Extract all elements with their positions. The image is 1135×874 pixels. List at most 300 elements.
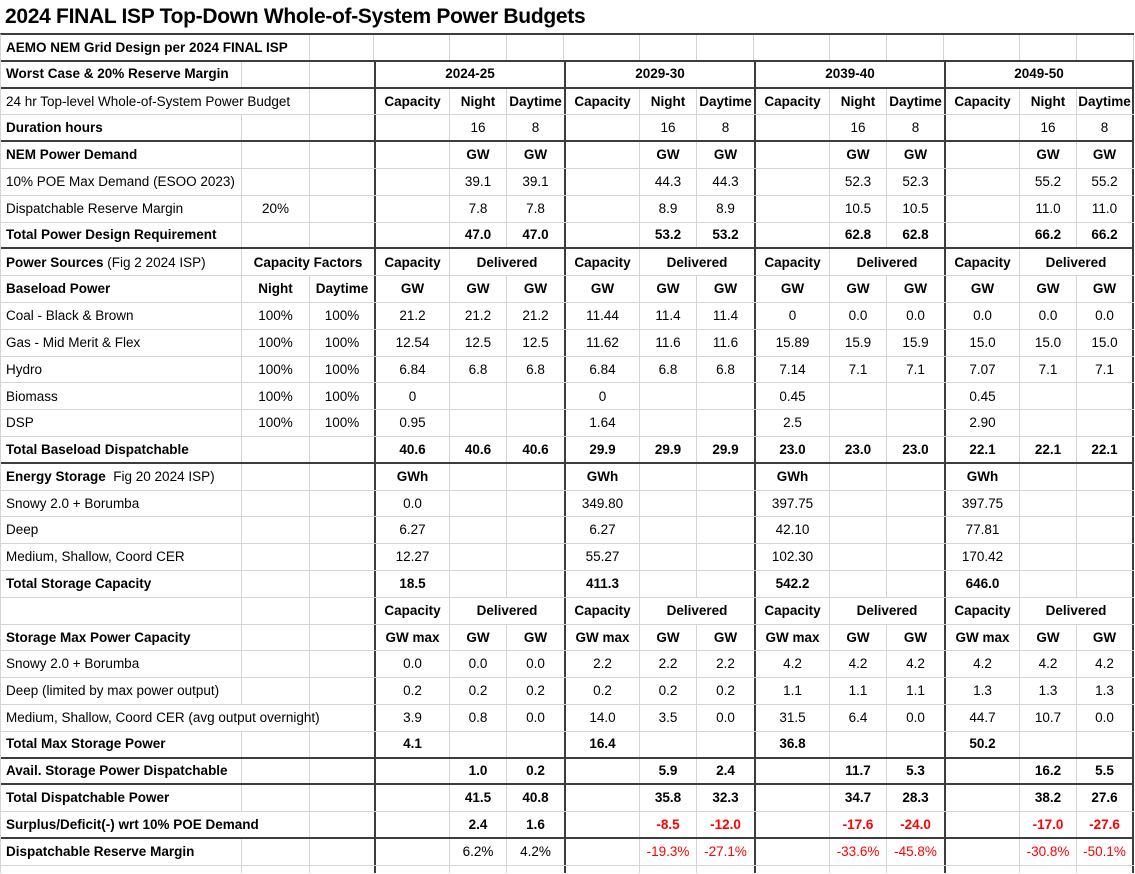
cell-hydro-c11[interactable]: 7.1 [906,361,925,377]
cell-empty[interactable] [830,464,887,490]
cell-gas-c7[interactable]: 11.6 [640,330,697,356]
cell-dispatchable-reserve-margin-input-c5[interactable]: 7.8 [526,200,545,216]
cell-avail-storage-power-c5[interactable]: 0.2 [526,763,545,779]
cell-coal-c0[interactable]: Coal - Black & Brown [1,303,242,329]
cell-empty[interactable] [640,464,697,490]
cell-poe-max-demand-c0[interactable]: 10% POE Max Demand (ESOO 2023) [1,169,242,195]
cell-empty[interactable] [374,839,450,865]
cell-empty[interactable] [310,839,374,865]
cell-empty[interactable] [944,35,1020,60]
cell-surplus-deficit-c14[interactable]: -27.6 [1077,812,1134,837]
cell-dispatchable-reserve-margin-result-c14[interactable]: -50.1% [1077,839,1134,865]
cell-gas-c13[interactable]: 15.0 [1020,330,1077,356]
cell-maxpower-medium-shallow-cer-c7[interactable]: 3.5 [640,705,697,731]
cell-power-sources-header-c10[interactable]: Delivered [856,254,918,270]
cell-empty[interactable] [507,517,564,543]
cell-empty[interactable] [697,35,754,60]
cell-empty[interactable] [754,785,830,811]
cell-dispatchable-reserve-margin-result-c11[interactable]: -45.8% [894,844,937,860]
cell-empty[interactable] [507,383,564,409]
cell-storage-max-power-header-c4[interactable]: GW [450,625,507,651]
cell-empty[interactable] [242,464,310,490]
cell-poe-max-demand-c7[interactable]: 44.3 [640,169,697,195]
cell-empty[interactable] [564,169,640,195]
cell-baseload-power-header-c0[interactable]: Baseload Power [1,276,242,302]
cell-empty[interactable] [242,678,310,704]
cell-maxpower-deep-c0[interactable]: Deep (limited by max power output) [1,678,242,704]
cell-empty[interactable] [507,491,564,517]
cell-empty[interactable] [830,383,887,409]
cell-empty[interactable] [310,115,374,140]
cell-maxpower-medium-shallow-cer-c12[interactable]: 44.7 [944,705,1020,731]
cell-empty[interactable] [242,169,310,195]
cell-power-sources-header-c9[interactable]: Capacity [754,249,830,275]
cell-storage-max-power-header-c12[interactable]: GW max [944,625,1020,651]
cell-column-headers-c12[interactable]: Capacity [944,89,1020,115]
cell-empty[interactable] [450,491,507,517]
cell-gas-c6[interactable]: 11.62 [564,330,640,356]
cell-coal-c8[interactable]: 11.4 [712,308,739,324]
cell-empty[interactable] [242,115,310,140]
cell-dsp-c6[interactable]: 1.64 [564,410,640,436]
cell-storage-deep-c0[interactable]: Deep [1,517,242,543]
cell-baseload-power-header-c10[interactable]: GW [830,276,887,302]
cell-maxpower-medium-shallow-cer-c13[interactable]: 10.7 [1020,705,1077,731]
cell-total-baseload-dispatchable-c0[interactable]: Total Baseload Dispatchable [1,437,242,462]
cell-empty[interactable] [310,464,374,490]
cell-empty[interactable] [640,517,697,543]
cell-empty[interactable] [242,544,310,570]
cell-empty[interactable] [697,491,754,517]
cell-maxpower-deep-c14[interactable]: 1.3 [1077,678,1134,704]
cell-total-power-design-requirement-c14[interactable]: 66.2 [1077,223,1134,248]
cell-total-baseload-dispatchable-c5[interactable]: 40.6 [522,441,549,457]
cell-empty[interactable] [640,410,697,436]
cell-power-sources-header-c13[interactable]: Delivered [1020,249,1134,275]
cell-empty[interactable] [1077,410,1134,436]
cell-gas-c5[interactable]: 12.5 [522,334,549,350]
cell-empty[interactable] [450,571,507,597]
cell-capacity-delivered-header-c4[interactable]: Delivered [476,602,538,618]
cell-maxpower-snowy-borumba-c6[interactable]: 2.2 [564,651,640,677]
cell-empty[interactable] [1077,571,1134,597]
cell-empty[interactable] [830,35,887,60]
cell-empty[interactable] [374,223,450,248]
cell-coal-c10[interactable]: 0.0 [830,303,887,329]
cell-scenario-years-c0[interactable]: Worst Case & 20% Reserve Margin [1,62,242,87]
cell-surplus-deficit-c7[interactable]: -8.5 [640,812,697,837]
cell-capacity-delivered-header-c13[interactable]: Delivered [1020,598,1134,624]
cell-empty[interactable] [944,759,1020,784]
cell-nem-power-demand-c4[interactable]: GW [450,142,507,168]
cell-empty[interactable] [242,651,310,677]
cell-coal-c6[interactable]: 11.44 [564,303,640,329]
cell-baseload-power-header-c13[interactable]: GW [1020,276,1077,302]
cell-maxpower-snowy-borumba-c9[interactable]: 4.2 [754,651,830,677]
cell-storage-max-power-header-c8[interactable]: GW [713,629,738,645]
cell-poe-max-demand-c4[interactable]: 39.1 [450,169,507,195]
cell-empty[interactable] [374,35,450,60]
cell-maxpower-deep-c11[interactable]: 1.1 [906,683,925,699]
cell-total-dispatchable-power-c13[interactable]: 38.2 [1020,785,1077,811]
cell-empty[interactable] [944,115,1020,140]
cell-nem-power-demand-c11[interactable]: GW [903,147,928,163]
cell-empty[interactable] [450,732,507,757]
cell-avail-storage-power-c0[interactable]: Avail. Storage Power Dispatchable [1,759,242,784]
cell-storage-snowy-borumba-c6[interactable]: 349.80 [564,491,640,517]
cell-maxpower-snowy-borumba-c12[interactable]: 4.2 [944,651,1020,677]
cell-total-max-storage-power-c9[interactable]: 36.8 [754,732,830,757]
cell-empty[interactable] [507,464,564,490]
cell-empty[interactable] [450,464,507,490]
cell-avail-storage-power-c8[interactable]: 2.4 [716,763,735,779]
cell-maxpower-deep-c5[interactable]: 0.2 [526,683,545,699]
cell-energy-storage-header-c12[interactable]: GWh [944,464,1020,490]
cell-empty[interactable] [374,812,450,837]
cell-maxpower-deep-c10[interactable]: 1.1 [830,678,887,704]
cell-hydro-c5[interactable]: 6.8 [526,361,545,377]
cell-empty[interactable] [640,732,697,757]
cell-empty[interactable] [564,115,640,140]
cell-empty[interactable] [564,142,640,168]
cell-dispatchable-reserve-margin-input-c7[interactable]: 8.9 [640,196,697,222]
cell-hydro-c9[interactable]: 7.14 [754,357,830,383]
cell-maxpower-medium-shallow-cer-c10[interactable]: 6.4 [830,705,887,731]
cell-total-max-storage-power-c0[interactable]: Total Max Storage Power [1,732,242,757]
cell-empty[interactable] [310,491,374,517]
cell-empty[interactable] [242,437,310,462]
cell-maxpower-snowy-borumba-c5[interactable]: 0.0 [526,656,545,672]
cell-nem-power-demand-c5[interactable]: GW [523,147,548,163]
cell-empty[interactable] [944,223,1020,248]
cell-baseload-power-header-c2[interactable]: Daytime [315,281,369,297]
cell-empty[interactable] [507,866,564,873]
cell-total-baseload-dispatchable-c12[interactable]: 22.1 [944,437,1020,462]
cell-hydro-c1[interactable]: 100% [242,357,310,383]
cell-empty[interactable] [242,759,310,784]
cell-empty[interactable] [310,89,374,115]
cell-storage-max-power-header-c11[interactable]: GW [903,629,928,645]
cell-storage-max-power-header-c7[interactable]: GW [640,625,697,651]
cell-total-baseload-dispatchable-c10[interactable]: 23.0 [830,437,887,462]
cell-storage-snowy-borumba-c9[interactable]: 397.75 [754,491,830,517]
cell-dispatchable-reserve-margin-result-c0[interactable]: Dispatchable Reserve Margin [1,839,242,865]
cell-empty[interactable] [830,732,887,757]
cell-duration-hours-c0[interactable]: Duration hours [1,115,242,140]
cell-avail-storage-power-c7[interactable]: 5.9 [640,759,697,784]
cell-coal-c11[interactable]: 0.0 [906,308,925,324]
cell-empty[interactable] [450,383,507,409]
cell-dispatchable-reserve-margin-result-c5[interactable]: 4.2% [520,844,551,860]
cell-scenario-years-c3[interactable]: 2024-25 [374,62,564,87]
cell-baseload-power-header-c4[interactable]: GW [450,276,507,302]
cell-empty[interactable] [1020,544,1077,570]
cell-empty[interactable] [310,196,374,222]
cell-coal-c13[interactable]: 0.0 [1020,303,1077,329]
cell-empty[interactable] [310,651,374,677]
cell-empty[interactable] [310,35,374,60]
cell-dispatchable-reserve-margin-result-c10[interactable]: -33.6% [830,839,887,865]
cell-storage-max-power-header-c13[interactable]: GW [1020,625,1077,651]
cell-storage-medium-shallow-cer-c3[interactable]: 12.27 [374,544,450,570]
cell-maxpower-deep-c13[interactable]: 1.3 [1020,678,1077,704]
cell-maxpower-medium-shallow-cer-c9[interactable]: 31.5 [754,705,830,731]
cell-column-headers-c11[interactable]: Daytime [889,93,942,109]
cell-empty[interactable] [830,866,887,873]
cell-empty[interactable] [310,625,374,651]
cell-hydro-c6[interactable]: 6.84 [564,357,640,383]
cell-empty[interactable] [754,169,830,195]
cell-storage-medium-shallow-cer-c9[interactable]: 102.30 [754,544,830,570]
cell-maxpower-snowy-borumba-c3[interactable]: 0.0 [374,651,450,677]
cell-empty[interactable] [242,491,310,517]
cell-empty[interactable] [887,866,944,873]
cell-empty[interactable] [564,223,640,248]
cell-storage-snowy-borumba-c3[interactable]: 0.0 [374,491,450,517]
cell-empty[interactable] [564,196,640,222]
cell-empty[interactable] [697,544,754,570]
cell-poe-max-demand-c13[interactable]: 55.2 [1020,169,1077,195]
cell-energy-storage-header-c6[interactable]: GWh [564,464,640,490]
cell-dispatchable-reserve-margin-input-c4[interactable]: 7.8 [450,196,507,222]
cell-storage-max-power-header-c9[interactable]: GW max [754,625,830,651]
cell-dispatchable-reserve-margin-input-c10[interactable]: 10.5 [830,196,887,222]
cell-total-dispatchable-power-c11[interactable]: 28.3 [902,790,929,806]
cell-empty[interactable] [640,491,697,517]
cell-scenario-years-c6[interactable]: 2029-30 [564,62,754,87]
cell-empty[interactable] [242,625,310,651]
cell-empty[interactable] [450,866,507,873]
cell-empty[interactable] [887,517,944,543]
cell-avail-storage-power-c10[interactable]: 11.7 [830,759,887,784]
cell-maxpower-snowy-borumba-c10[interactable]: 4.2 [830,651,887,677]
cell-coal-c14[interactable]: 0.0 [1077,303,1134,329]
cell-maxpower-deep-c6[interactable]: 0.2 [564,678,640,704]
cell-hydro-c8[interactable]: 6.8 [716,361,735,377]
cell-poe-max-demand-c14[interactable]: 55.2 [1077,169,1134,195]
cell-empty[interactable] [754,223,830,248]
cell-hydro-c4[interactable]: 6.8 [450,357,507,383]
cell-duration-hours-c7[interactable]: 16 [640,115,697,140]
cell-empty[interactable] [944,142,1020,168]
cell-total-power-design-requirement-c0[interactable]: Total Power Design Requirement [1,223,242,248]
cell-baseload-power-header-c14[interactable]: GW [1077,276,1134,302]
cell-capacity-delivered-header-c12[interactable]: Capacity [944,598,1020,624]
cell-nem-power-demand-c8[interactable]: GW [713,147,738,163]
cell-total-dispatchable-power-c14[interactable]: 27.6 [1077,785,1134,811]
cell-baseload-power-header-c9[interactable]: GW [754,276,830,302]
cell-poe-max-demand-c10[interactable]: 52.3 [830,169,887,195]
cell-empty[interactable] [754,35,830,60]
cell-baseload-power-header-c8[interactable]: GW [713,281,738,297]
cell-maxpower-medium-shallow-cer-c11[interactable]: 0.0 [906,710,925,726]
cell-column-headers-c0[interactable]: 24 hr Top-level Whole-of-System Power Budget [1,89,310,115]
cell-gas-c1[interactable]: 100% [242,330,310,356]
cell-empty[interactable] [944,169,1020,195]
cell-hydro-c14[interactable]: 7.1 [1077,357,1134,383]
cell-empty[interactable] [887,732,944,757]
cell-empty[interactable] [754,812,830,837]
cell-biomass-c0[interactable]: Biomass [1,383,242,409]
cell-duration-hours-c14[interactable]: 8 [1077,115,1134,140]
cell-hydro-c10[interactable]: 7.1 [830,357,887,383]
cell-empty[interactable] [310,544,374,570]
cell-power-sources-header-c7[interactable]: Delivered [666,254,728,270]
cell-empty[interactable] [754,759,830,784]
cell-empty[interactable] [310,785,374,811]
cell-dsp-c2[interactable]: 100% [324,415,360,431]
cell-baseload-power-header-c3[interactable]: GW [374,276,450,302]
cell-energy-storage-header-c3[interactable]: GWh [374,464,450,490]
cell-empty[interactable] [1077,732,1134,757]
cell-empty[interactable] [830,491,887,517]
cell-coal-c9[interactable]: 0 [754,303,830,329]
cell-baseload-power-header-c12[interactable]: GW [944,276,1020,302]
cell-empty[interactable] [310,62,374,87]
cell-maxpower-snowy-borumba-c7[interactable]: 2.2 [640,651,697,677]
cell-total-dispatchable-power-c7[interactable]: 35.8 [640,785,697,811]
cell-empty[interactable] [450,517,507,543]
cell-empty[interactable] [640,866,697,873]
cell-storage-max-power-header-c5[interactable]: GW [523,629,548,645]
cell-empty[interactable] [450,544,507,570]
cell-maxpower-snowy-borumba-c11[interactable]: 4.2 [906,656,925,672]
cell-empty[interactable] [697,464,754,490]
cell-total-dispatchable-power-c0[interactable]: Total Dispatchable Power [1,785,242,811]
cell-scenario-years-c9[interactable]: 2039-40 [754,62,944,87]
cell-empty[interactable] [310,732,374,757]
cell-column-headers-c5[interactable]: Daytime [509,93,562,109]
cell-power-sources-header-c4[interactable]: Delivered [476,254,538,270]
cell-dsp-c9[interactable]: 2.5 [754,410,830,436]
cell-empty[interactable] [754,142,830,168]
cell-baseload-power-header-c6[interactable]: GW [564,276,640,302]
cell-maxpower-medium-shallow-cer-c0[interactable]: Medium, Shallow, Coord CER (avg output overnight) [1,705,310,731]
cell-total-storage-capacity-c12[interactable]: 646.0 [944,571,1020,597]
cell-capacity-delivered-header-c6[interactable]: Capacity [564,598,640,624]
cell-empty[interactable] [944,196,1020,222]
cell-empty[interactable] [1077,544,1134,570]
cell-empty[interactable] [1,598,242,624]
cell-empty[interactable] [697,866,754,873]
cell-empty[interactable] [697,517,754,543]
cell-empty[interactable] [640,544,697,570]
cell-empty[interactable] [887,464,944,490]
cell-empty[interactable] [310,169,374,195]
cell-nem-power-demand-c13[interactable]: GW [1020,142,1077,168]
cell-column-headers-c14[interactable]: Daytime [1077,89,1134,115]
cell-biomass-c6[interactable]: 0 [564,383,640,409]
cell-empty[interactable] [242,839,310,865]
cell-duration-hours-c5[interactable]: 8 [531,120,540,136]
cell-duration-hours-c13[interactable]: 16 [1020,115,1077,140]
cell-empty[interactable] [242,866,310,873]
cell-dispatchable-reserve-margin-result-c8[interactable]: -27.1% [704,844,747,860]
cell-empty[interactable] [887,544,944,570]
cell-poe-max-demand-c11[interactable]: 52.3 [902,174,929,190]
cell-coal-c1[interactable]: 100% [242,303,310,329]
cell-total-dispatchable-power-c5[interactable]: 40.8 [522,790,549,806]
cell-total-baseload-dispatchable-c14[interactable]: 22.1 [1077,437,1134,462]
cell-total-power-design-requirement-c10[interactable]: 62.8 [830,223,887,248]
cell-duration-hours-c10[interactable]: 16 [830,115,887,140]
cell-empty[interactable] [564,785,640,811]
cell-column-headers-c13[interactable]: Night [1020,89,1077,115]
cell-empty[interactable] [1077,35,1134,60]
cell-empty[interactable] [830,517,887,543]
cell-power-sources-header-c6[interactable]: Capacity [564,249,640,275]
cell-empty[interactable] [1020,491,1077,517]
cell-total-power-design-requirement-c11[interactable]: 62.8 [902,227,929,243]
cell-total-max-storage-power-c12[interactable]: 50.2 [944,732,1020,757]
cell-empty[interactable] [450,410,507,436]
cell-hydro-c12[interactable]: 7.07 [944,357,1020,383]
cell-hydro-c7[interactable]: 6.8 [640,357,697,383]
cell-maxpower-deep-c12[interactable]: 1.3 [944,678,1020,704]
cell-empty[interactable] [374,115,450,140]
cell-storage-max-power-header-c6[interactable]: GW max [564,625,640,651]
cell-baseload-power-header-c1[interactable]: Night [242,276,310,302]
cell-empty[interactable] [1020,571,1077,597]
cell-total-max-storage-power-c3[interactable]: 4.1 [374,732,450,757]
cell-empty[interactable] [242,62,310,87]
cell-empty[interactable] [242,785,310,811]
cell-total-storage-capacity-c6[interactable]: 411.3 [564,571,640,597]
cell-empty[interactable] [887,410,944,436]
cell-empty[interactable] [1077,464,1134,490]
cell-hydro-c13[interactable]: 7.1 [1020,357,1077,383]
cell-storage-max-power-header-c3[interactable]: GW max [374,625,450,651]
cell-surplus-deficit-c5[interactable]: 1.6 [526,816,545,832]
cell-storage-snowy-borumba-c12[interactable]: 397.75 [944,491,1020,517]
cell-empty[interactable] [1077,517,1134,543]
cell-surplus-deficit-c11[interactable]: -24.0 [900,816,931,832]
cell-total-baseload-dispatchable-c9[interactable]: 23.0 [754,437,830,462]
cell-empty[interactable] [640,35,697,60]
cell-gas-c11[interactable]: 15.9 [902,334,929,350]
cell-dsp-c0[interactable]: DSP [1,410,242,436]
cell-biomass-c2[interactable]: 100% [324,388,360,404]
cell-empty[interactable] [1020,866,1077,873]
cell-empty[interactable] [1077,866,1134,873]
cell-empty[interactable] [564,839,640,865]
cell-empty[interactable] [830,410,887,436]
cell-total-dispatchable-power-c4[interactable]: 41.5 [450,785,507,811]
cell-coal-c3[interactable]: 21.2 [374,303,450,329]
cell-coal-c7[interactable]: 11.4 [640,303,697,329]
cell-empty[interactable] [310,437,374,462]
cell-total-baseload-dispatchable-c13[interactable]: 22.1 [1020,437,1077,462]
cell-total-storage-capacity-c0[interactable]: Total Storage Capacity [1,571,242,597]
cell-empty[interactable] [242,571,310,597]
cell-poe-max-demand-c8[interactable]: 44.3 [712,174,739,190]
cell-empty[interactable] [374,759,450,784]
cell-surplus-deficit-c10[interactable]: -17.6 [830,812,887,837]
cell-storage-medium-shallow-cer-c6[interactable]: 55.27 [564,544,640,570]
cell-empty[interactable] [564,759,640,784]
cell-dsp-c1[interactable]: 100% [242,410,310,436]
cell-empty[interactable] [310,517,374,543]
cell-total-power-design-requirement-c4[interactable]: 47.0 [450,223,507,248]
cell-empty[interactable] [310,812,374,837]
cell-surplus-deficit-c8[interactable]: -12.0 [710,816,741,832]
cell-empty[interactable] [564,35,640,60]
cell-empty[interactable] [507,732,564,757]
cell-maxpower-snowy-borumba-c4[interactable]: 0.0 [450,651,507,677]
cell-empty[interactable] [507,571,564,597]
cell-maxpower-snowy-borumba-c13[interactable]: 4.2 [1020,651,1077,677]
cell-column-headers-c3[interactable]: Capacity [374,89,450,115]
